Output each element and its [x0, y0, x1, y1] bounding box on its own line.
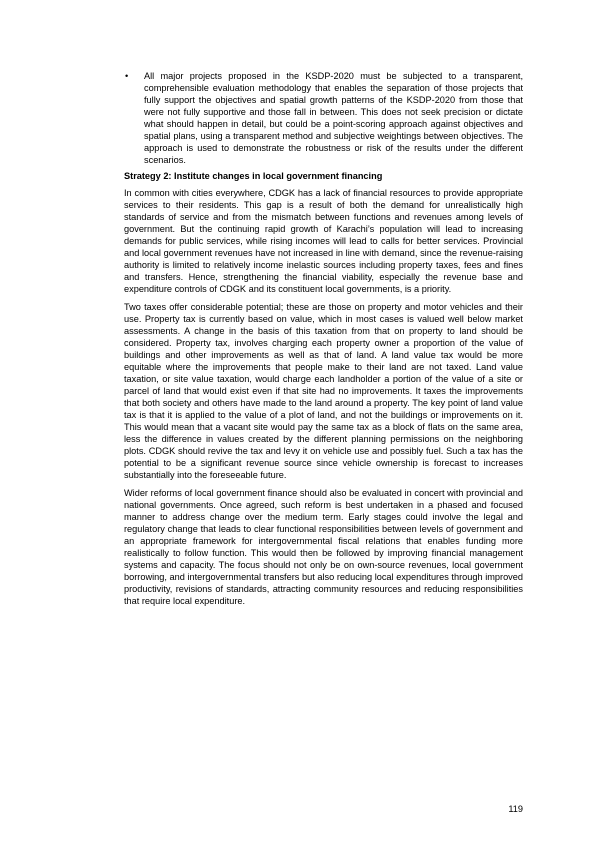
paragraph-property-taxes: Two taxes offer considerable potential; these are those on property and motor vehicles and their use. Property tax is currently based on value, which in most cases is valued well below market assessments. A change in the basis of this taxation from that on property to land should be considered. Property tax, involves charging each property owner a proportion of the value of buildings and other improvements as well as that of land. A land value tax would be more equitable where the improvements that people make to their land are not taxed. Land value taxation, or site value taxation, would charge each landholder a portion of the value of a site or parcel of land that would exist even if that site had no improvements. It taxes the improvements that both society and others have made to the land around a property. The key point of land value tax is that it is applied to the value of a plot of land, and not the buildings or improvements on it. This would mean that a vacant site would pay the same tax as a block of flats on the same area, less the difference in values created by the different planning permissions on the neighboring plots. CDGK should revive the tax and levy it on vehicle use and possibly fuel. Such a tax has the potential to be a significant revenue source since vehicle ownership is forecast to increases substantially into the foreseeable future. [124, 302, 523, 480]
bullet-list-item [124, 70, 523, 166]
bullet-icon: • [125, 71, 129, 81]
paragraph-wider-reforms: Wider reforms of local government finance should also be evaluated in concert with provincial and national governments. Once agreed, such reform is best undertaken in a phased and focused manner to address change over the medium term. Early stages could involve the legal and regulatory change that leads to clear functional responsibilities between levels of government and an appropriate framework for intergovernmental fiscal relations that enables funding more realistically to follow function. This would then be followed by improving financial management systems and capacity. The focus should not only be on own-source revenues, local government borrowing, and intergovernmental transfers but also reducing local expenditures through improved productivity, revisions of standards, attracting community resources and reducing responsibilities that require local expenditure. [124, 488, 523, 606]
bullet-text: All major projects proposed in the KSDP-2020 must be subjected to a transparent, comprehensible evaluation methodology that enables the separation of those projects that fully support the objectives and spatial growth patterns of the KSDP-2020 from those that were not fully supportive and those fall in between. This does not seek precision or dictate what should happen in detail, but could be a point-scoring approach against objectives and spatial plans, using a transparent method and subjective weightings between objectives. The approach is used to demonstrate the robustness or risk of the results under the different scenarios. [144, 71, 523, 165]
page-number: 119 [508, 804, 523, 814]
section-heading: Strategy 2: Institute changes in local government financing [124, 171, 383, 181]
paragraph-financial-resources: In common with cities everywhere, CDGK has a lack of financial resources to provide appropriate services to their residents. This gap is a result of both the demand for unrealistically high standards of service and from the mismatch between functions and revenues among levels of government. But the continuing rapid growth of Karachi’s population will lead to increasing demands for public services, while rising incomes will lead to calls for better services. Provincial and local government revenues have not increased in line with demand, since the revenue-raising authority is limited to relatively income inelastic sources including property taxes, fees and fines and transfers. Hence, strengthening the financial viability, especially the revenue base and expenditure controls of CDGK and its constituent local governments, is a priority. [124, 188, 523, 294]
document-body [124, 70, 523, 613]
